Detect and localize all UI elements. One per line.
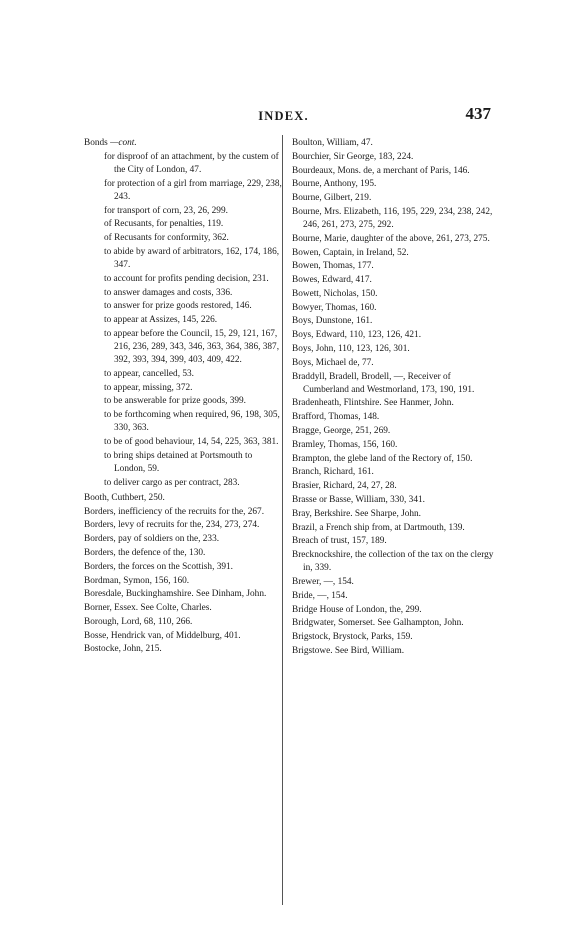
index-entry: Brecknockshire, the collection of the tax on the clergy in, 339. (292, 550, 494, 574)
sub-entry: of Recusants, for penalties, 119. (104, 219, 224, 230)
page-number: 437 (465, 104, 491, 123)
running-head (0, 104, 567, 128)
sub-entry: to bring ships detained at Portsmouth to London, 59. (104, 450, 253, 474)
sub-entry: to account for profits pending decision, 231. (104, 273, 269, 284)
index-entry: Bramley, Thomas, 156, 160. (292, 439, 398, 450)
index-entry: Brazil, a French ship from, at Dartmouth, 139. (292, 522, 465, 533)
index-entry: Boys, Michael de, 77. (292, 357, 374, 368)
index-entry: Boys, Dunstone, 161. (292, 316, 373, 327)
continued-marker: —cont. (110, 138, 137, 148)
sub-entry: to be of good behaviour, 14, 54, 225, 363, 381. (104, 437, 279, 448)
index-entry: Bostocke, John, 215. (84, 644, 162, 655)
index-entry: Brigstock, Brystock, Parks, 159. (292, 632, 413, 643)
sub-entry: for disproof of an attachment, by the custem of the City of London, 47. (104, 151, 279, 175)
sub-entry: to appear, cancelled, 53. (104, 368, 194, 379)
index-entry: Borders, levy of recruits for the, 234, 273, 274. (84, 520, 260, 531)
index-entry: Bowen, Captain, in Ireland, 52. (292, 247, 409, 258)
index-entry: Bourne, Gilbert, 219. (292, 193, 372, 204)
index-entry: Borner, Essex. See Colte, Charles. (84, 603, 212, 614)
sub-entry: to abide by award of arbitrators, 162, 174, 186, 347. (104, 246, 280, 270)
index-entry: Borders, inefficiency of the recruits for the, 267. (84, 506, 265, 517)
index-entry: Bourchier, Sir George, 183, 224. (292, 151, 414, 162)
index-entry: Boys, Edward, 110, 123, 126, 421. (292, 330, 422, 341)
sub-entry: to appear at Assizes, 145, 226. (104, 315, 218, 326)
index-entry: Bride, —, 154. (292, 590, 348, 601)
sub-entry: to be answerable for prize goods, 399. (104, 396, 246, 407)
sub-entry: for transport of corn, 23, 26, 299. (104, 205, 228, 216)
index-entry: Brasse or Basse, William, 330, 341. (292, 494, 425, 505)
sub-entry: to deliver cargo as per contract, 283. (104, 477, 240, 488)
index-entry: Bragge, George, 251, 269. (292, 426, 391, 437)
index-entry: Bowen, Thomas, 177. (292, 261, 374, 272)
index-entry: Bosse, Hendrick van, of Middelburg, 401. (84, 630, 241, 641)
index-entry: Bray, Berkshire. See Sharpe, John. (292, 508, 422, 519)
index-entry: Bordman, Symon, 156, 160. (84, 575, 190, 586)
right-column (292, 137, 498, 659)
index-entry: Branch, Richard, 161. (292, 467, 374, 478)
left-column (84, 137, 284, 657)
sub-entry: to appear, missing, 372. (104, 382, 193, 393)
index-entry: Bourne, Mrs. Elizabeth, 116, 195, 229, 234, 238, 242, 246, 261, 273, 275, 292. (292, 206, 493, 230)
sub-entry: to be forthcoming when required, 96, 198, 305, 330, 363. (104, 410, 280, 434)
index-entry: Bourne, Marie, daughter of the above, 261, 273, 275. (292, 233, 490, 244)
index-entry: Borders, the forces on the Scottish, 391. (84, 561, 233, 572)
index-entry: Braddyll, Bradell, Brodell, —, Receiver of Cumberland and Westmorland, 173, 190, 191. (292, 371, 475, 395)
index-entry: Brafford, Thomas, 148. (292, 412, 380, 423)
index-entry: Brasier, Richard, 24, 27, 28. (292, 481, 397, 492)
running-title: INDEX. (258, 109, 309, 123)
index-entry: Breach of trust, 157, 189. (292, 536, 387, 547)
index-entry: Bourdeaux, Mons. de, a merchant of Paris, 146. (292, 165, 470, 176)
index-entry: Bourne, Anthony, 195. (292, 179, 377, 190)
index-entry: Boys, John, 110, 123, 126, 301. (292, 344, 410, 355)
sub-entry: to answer for prize goods restored, 146. (104, 301, 252, 312)
sub-entry: to appear before the Council, 15, 29, 121, 167, 216, 236, 289, 343, 346, 363, 364, 386, 387, 392, 393, 394, 399, 403, 409, 422. (104, 328, 280, 366)
sub-entry: for protection of a girl from marriage, 229, 238, 243. (104, 178, 282, 202)
heading-label: Bonds (84, 138, 108, 148)
sub-entry: to answer damages and costs, 336. (104, 287, 233, 298)
index-entry: Brampton, the glebe land of the Rectory of, 150. (292, 453, 473, 464)
index-entry: Bridgwater, Somerset. See Galhampton, John. (292, 618, 464, 629)
index-entry: Brewer, —, 154. (292, 576, 354, 587)
index-entry: Bradenheath, Flintshire. See Hanmer, John. (292, 398, 454, 409)
index-entry: Bowett, Nicholas, 150. (292, 288, 378, 299)
index-entry: Bowes, Edward, 417. (292, 275, 372, 286)
index-entry: Borders, pay of soldiers on the, 233. (84, 534, 220, 545)
index-heading-bonds (84, 137, 284, 150)
index-entry: Bowyer, Thomas, 160. (292, 302, 377, 313)
index-entry: Brigstowe. See Bird, William. (292, 645, 405, 656)
index-entry: Borders, the defence of the, 130. (84, 547, 206, 558)
index-entry: Bridge House of London, the, 299. (292, 604, 422, 615)
index-entry: Borough, Lord, 68, 110, 266. (84, 616, 193, 627)
column-divider (282, 135, 283, 905)
index-entry: Boresdale, Buckinghamshire. See Dinham, John. (84, 589, 267, 600)
index-entry: Boulton, William, 47. (292, 138, 373, 148)
sub-entry: of Recusants for conformity, 362. (104, 233, 229, 244)
index-entry: Booth, Cuthbert, 250. (84, 492, 165, 503)
